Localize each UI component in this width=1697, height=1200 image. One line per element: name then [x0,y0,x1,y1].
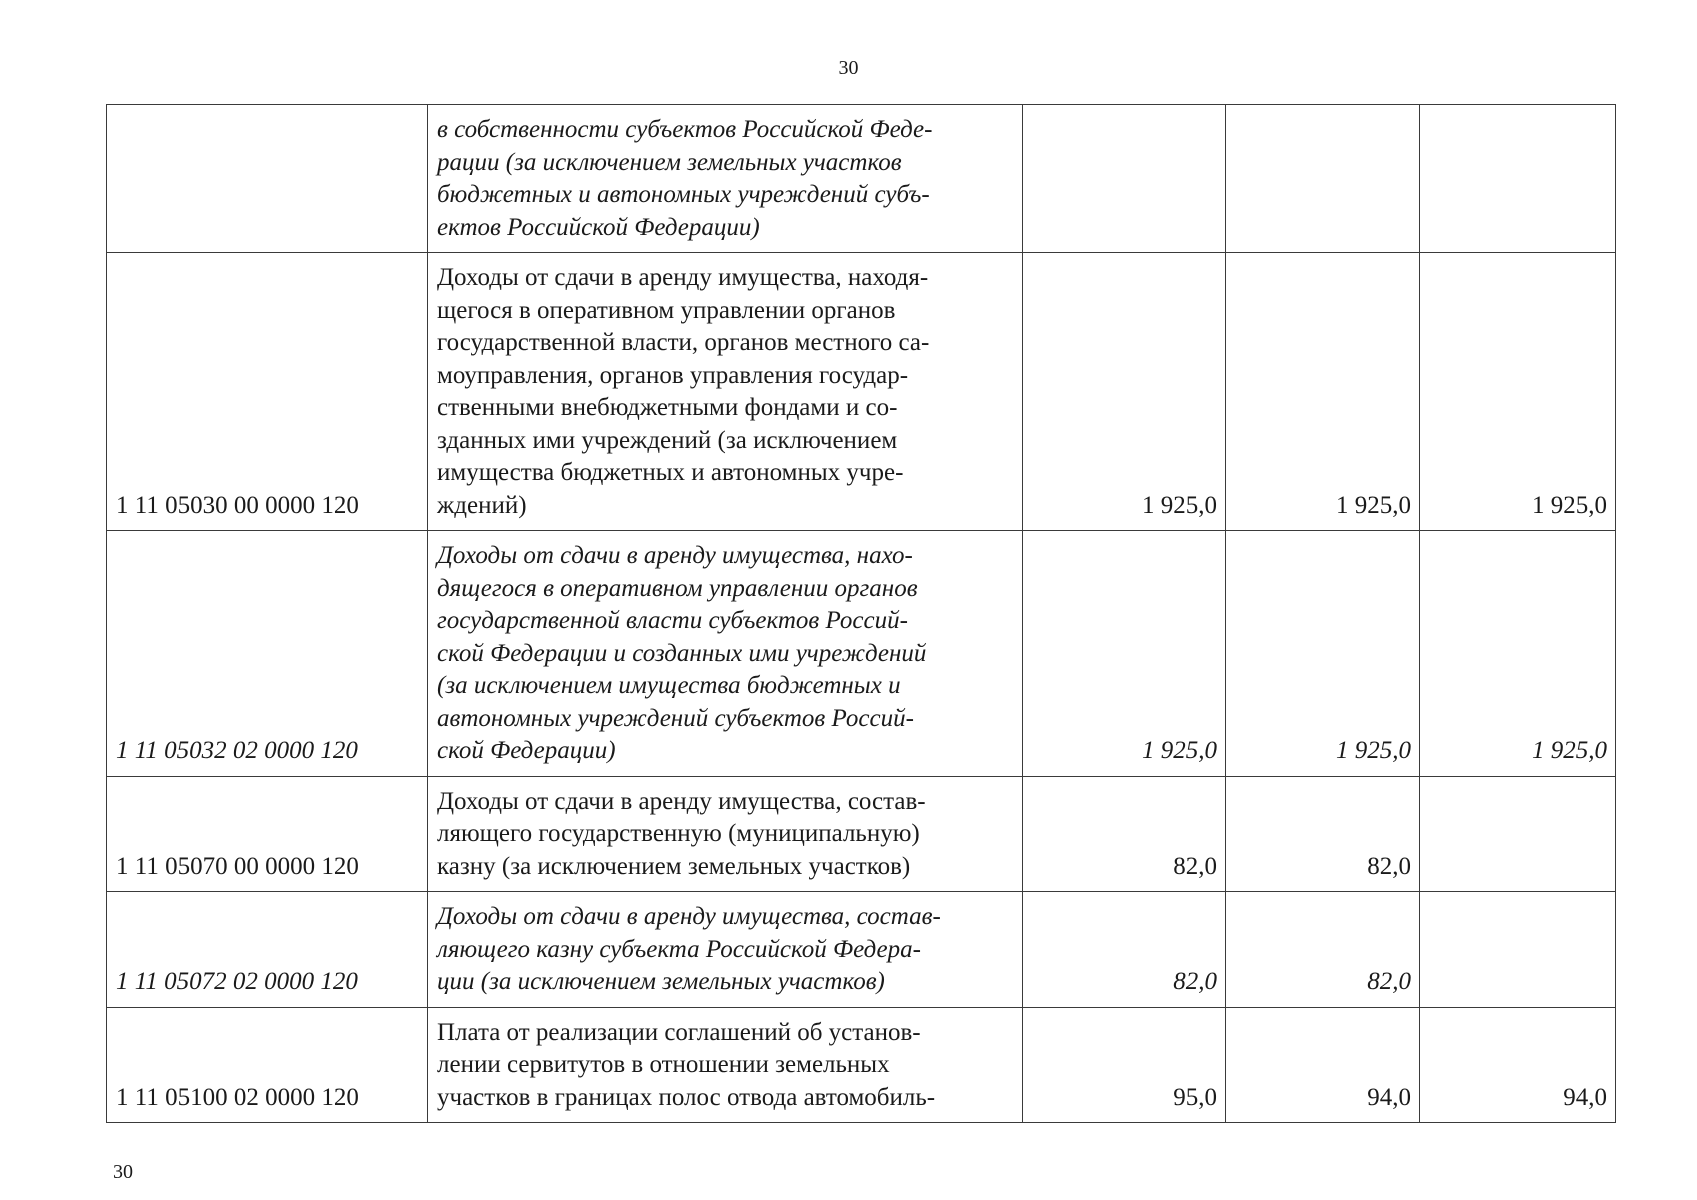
description-line: государственной власти, органов местного са- [437,329,930,356]
amount-cell: 82,0 [1023,776,1226,892]
description-line: Доходы от сдачи в аренду имущества, находя- [437,264,929,291]
description-line: лении сервитутов в отношении земельных [437,1051,890,1078]
table-row [107,531,1616,777]
description-line: ской Федерации) [437,737,616,764]
budget-code-cell [107,105,428,253]
description-line: дящегося в оперативном управлении органов [437,574,918,602]
description-line: ской Федерации и созданных ими учреждений [437,639,927,667]
description-line: рации (за исключением земельных участков [437,148,902,176]
description-line: Доходы от сдачи в аренду имущества, состав- [437,903,941,930]
budget-code-cell: 1 11 05100 02 0000 120 [107,1007,428,1123]
amount-cell [1420,105,1616,253]
description-line: имущества бюджетных и автономных учре- [437,459,904,486]
description-line: Плата от реализации соглашений об установ- [437,1018,921,1046]
amount-cell: 1 925,0 [1023,253,1226,531]
amount-cell [1420,776,1616,892]
budget-code-cell: 1 11 05070 00 0000 120 [107,776,428,892]
amount-cell: 94,0 [1226,1007,1420,1123]
table-body [107,105,1616,1123]
amount-cell: 1 925,0 [1226,253,1420,531]
description-line: в собственности субъектов Российской Феде- [437,116,933,143]
table-row [107,776,1616,892]
description-line: ственными внебюджетными фондами и со- [437,394,898,421]
description-cell [428,892,1023,1008]
description-cell [428,1007,1023,1123]
description-line: ляющего государственную (муниципальную) [437,820,920,847]
amount-cell: 1 925,0 [1023,531,1226,777]
amount-cell: 1 925,0 [1420,531,1616,777]
description-line: (за исключением имущества бюджетных и [437,672,901,699]
amount-cell: 95,0 [1023,1007,1226,1123]
amount-cell [1226,105,1420,253]
description-line: ждений) [437,491,527,519]
amount-cell: 82,0 [1226,776,1420,892]
description-cell [428,253,1023,531]
budget-code-cell: 1 11 05072 02 0000 120 [107,892,428,1008]
amount-cell: 82,0 [1226,892,1420,1008]
amount-cell: 82,0 [1023,892,1226,1008]
description-line: ектов Российской Федерации) [437,213,760,241]
description-line: государственной власти субъектов Россий- [437,607,908,634]
amount-cell: 1 925,0 [1226,531,1420,777]
description-line: казну (за исключением земельных участков) [437,852,911,880]
description-line: участков в границах полос отвода автомобиль- [437,1083,936,1111]
table-row [107,253,1616,531]
description-line: автономных учреждений субъектов Россий- [437,704,914,732]
budget-revenue-table [106,104,1616,1123]
description-line: ляющего казну субъекта Российской Федера- [437,935,921,963]
description-line: бюджетных и автономных учреждений субъ- [437,181,930,208]
description-line: Доходы от сдачи в аренду имущества, состав- [437,787,926,815]
page-number-top: 30 [838,57,859,79]
amount-cell: 94,0 [1420,1007,1616,1123]
budget-code-cell: 1 11 05030 00 0000 120 [107,253,428,531]
amount-cell [1420,892,1616,1008]
description-line: зданных ими учреждений (за исключением [437,426,898,454]
description-cell [428,531,1023,777]
description-line: Доходы от сдачи в аренду имущества, нахо- [437,542,913,569]
budget-code-cell: 1 11 05032 02 0000 120 [107,531,428,777]
description-cell [428,105,1023,253]
table-row [107,892,1616,1008]
description-line: ции (за исключением земельных участков) [437,968,885,995]
page-number-bottom: 30 [113,1161,133,1183]
description-line: моуправления, органов управления государ- [437,361,909,389]
description-cell [428,776,1023,892]
table-row [107,1007,1616,1123]
amount-cell: 1 925,0 [1420,253,1616,531]
amount-cell [1023,105,1226,253]
description-line: щегося в оперативном управлении органов [437,296,896,324]
table-row [107,105,1616,253]
